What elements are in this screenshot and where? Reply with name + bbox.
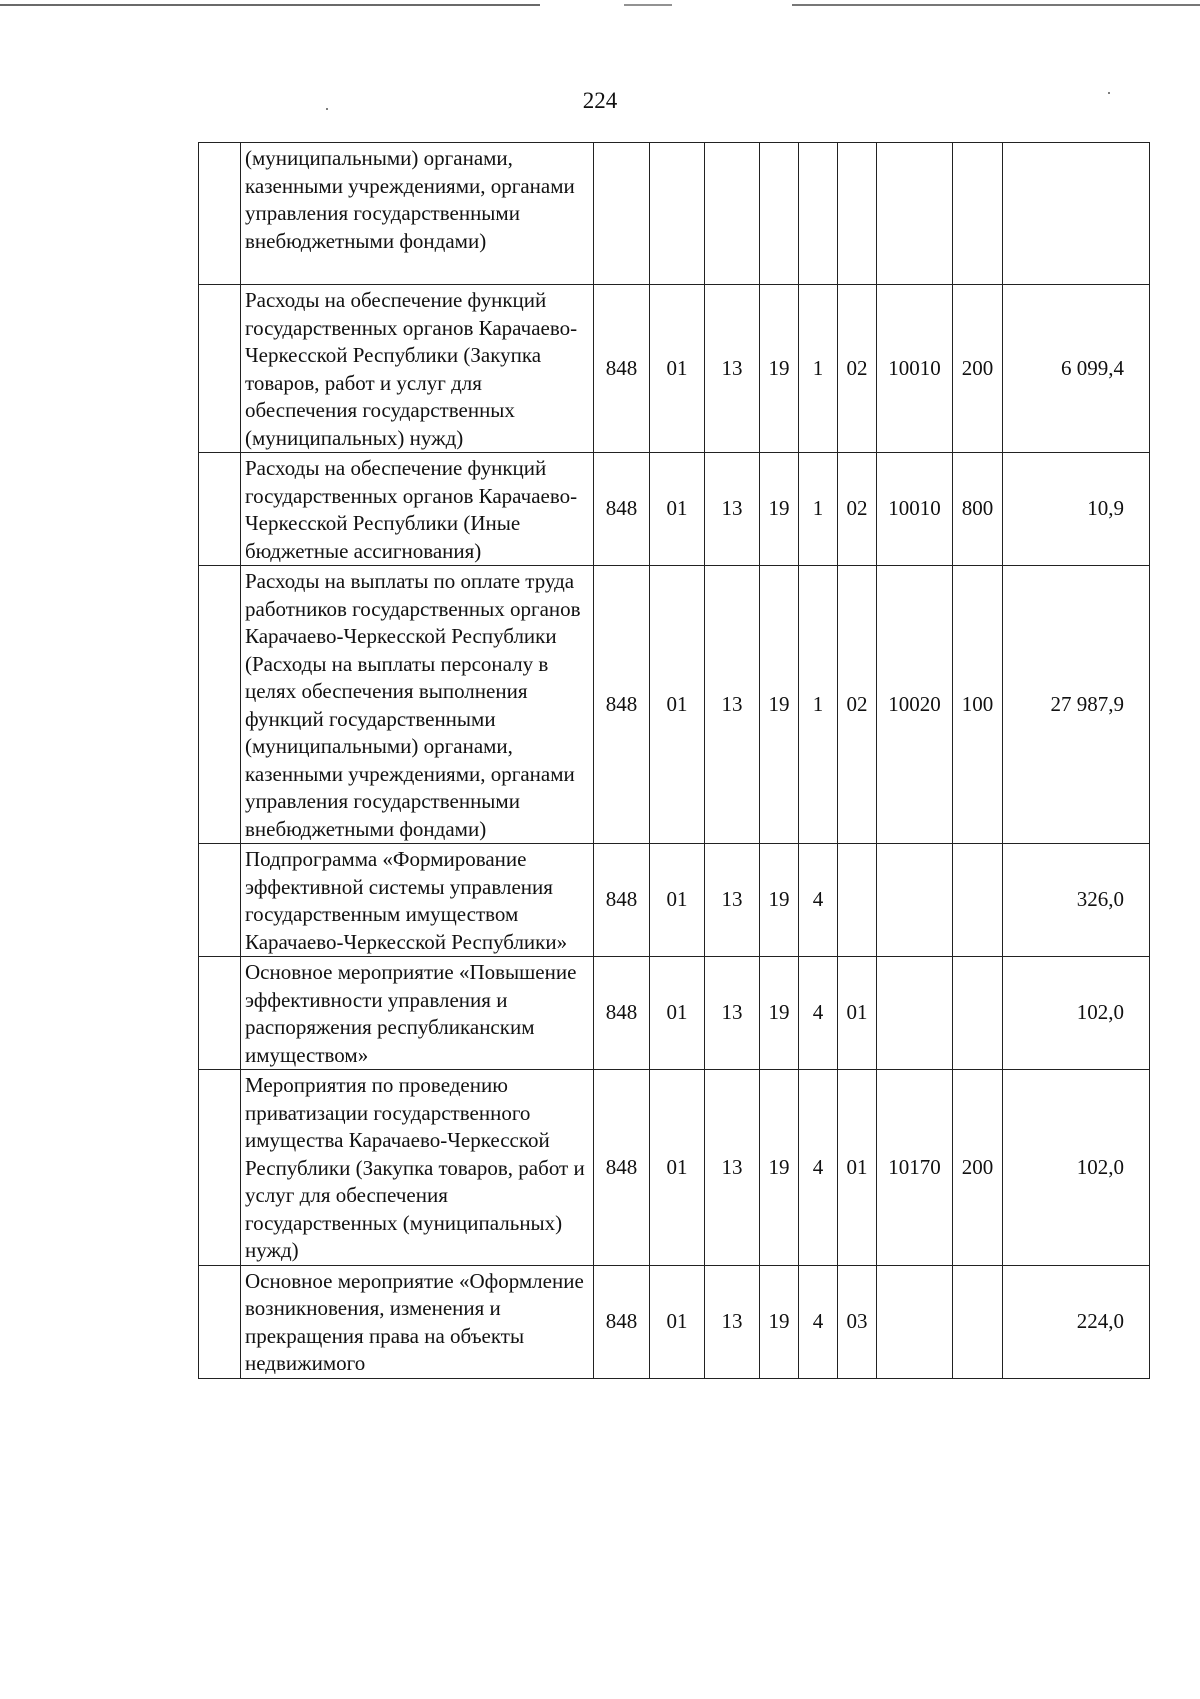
table-row — [199, 143, 1150, 285]
cell-expense-type: 200 — [953, 1070, 1003, 1266]
cell-section: 01 — [650, 1070, 705, 1266]
table-row — [199, 844, 1150, 957]
cell-subsection: 13 — [705, 1265, 760, 1378]
table-row — [199, 957, 1150, 1070]
cell-subsection: 13 — [705, 453, 760, 566]
cell-subprogram: 4 — [799, 957, 838, 1070]
cell-subsection — [705, 143, 760, 285]
cell-amount: 102,0 — [1003, 957, 1150, 1070]
cell-expense-type — [953, 957, 1003, 1070]
cell-subsection: 13 — [705, 566, 760, 844]
cell-expense-type: 100 — [953, 566, 1003, 844]
cell-amount: 27 987,9 — [1003, 566, 1150, 844]
cell-blank — [199, 143, 241, 285]
row-description: (муниципальными) органами, казенными учреждениями, органами управления государственными внебюджетными фондами) — [241, 143, 594, 285]
cell-direction — [877, 143, 953, 285]
scan-speck — [1108, 92, 1110, 94]
cell-ministry-code: 848 — [594, 285, 650, 453]
cell-amount: 326,0 — [1003, 844, 1150, 957]
cell-ministry-code: 848 — [594, 566, 650, 844]
cell-ministry-code — [594, 143, 650, 285]
cell-expense-type — [953, 1265, 1003, 1378]
cell-section: 01 — [650, 844, 705, 957]
cell-program — [760, 143, 799, 285]
cell-amount: 10,9 — [1003, 453, 1150, 566]
cell-expense-type: 800 — [953, 453, 1003, 566]
cell-section: 01 — [650, 285, 705, 453]
cell-ministry-code: 848 — [594, 957, 650, 1070]
cell-blank — [199, 566, 241, 844]
cell-amount: 224,0 — [1003, 1265, 1150, 1378]
cell-expense-type — [953, 143, 1003, 285]
cell-subprogram: 4 — [799, 1070, 838, 1266]
cell-blank — [199, 285, 241, 453]
table-row — [199, 1265, 1150, 1378]
cell-section: 01 — [650, 566, 705, 844]
cell-event: 02 — [838, 453, 877, 566]
cell-section: 01 — [650, 957, 705, 1070]
cell-subsection: 13 — [705, 844, 760, 957]
cell-program: 19 — [760, 453, 799, 566]
cell-program: 19 — [760, 1265, 799, 1378]
cell-amount: 6 099,4 — [1003, 285, 1150, 453]
table-row — [199, 285, 1150, 453]
cell-program: 19 — [760, 844, 799, 957]
cell-event — [838, 143, 877, 285]
row-description: Мероприятия по проведению приватизации государственного имущества Карачаево-Черкесской Республики (Закупка товаров, работ и услуг для обеспечения государственных (муниципальных) нужд) — [241, 1070, 594, 1266]
cell-program: 19 — [760, 285, 799, 453]
cell-amount — [1003, 143, 1150, 285]
cell-subprogram: 1 — [799, 566, 838, 844]
page-number: 224 — [582, 88, 618, 113]
cell-event: 02 — [838, 285, 877, 453]
cell-expense-type: 200 — [953, 285, 1003, 453]
cell-direction: 10020 — [877, 566, 953, 844]
table-row — [199, 1070, 1150, 1266]
table-row — [199, 566, 1150, 844]
row-description: Подпрограмма «Формирование эффективной системы управления государственным имуществом Карачаево-Черкесской Республики» — [241, 844, 594, 957]
cell-ministry-code: 848 — [594, 844, 650, 957]
scan-edge-line — [0, 4, 1200, 6]
cell-blank — [199, 1265, 241, 1378]
cell-subprogram: 1 — [799, 453, 838, 566]
cell-blank — [199, 844, 241, 957]
scan-speck — [326, 108, 328, 110]
cell-subsection: 13 — [705, 285, 760, 453]
cell-ministry-code: 848 — [594, 453, 650, 566]
cell-direction: 10010 — [877, 453, 953, 566]
row-description: Основное мероприятие «Оформление возникновения, изменения и прекращения права на объекты недвижимого — [241, 1265, 594, 1378]
cell-ministry-code: 848 — [594, 1265, 650, 1378]
cell-blank — [199, 1070, 241, 1266]
cell-direction: 10170 — [877, 1070, 953, 1266]
cell-event: 01 — [838, 1070, 877, 1266]
row-description: Расходы на обеспечение функций государственных органов Карачаево-Черкесской Республики (Закупка товаров, работ и услуг для обеспечения государственных (муниципальных) нужд) — [241, 285, 594, 453]
budget-table — [198, 142, 1150, 1379]
cell-section: 01 — [650, 453, 705, 566]
cell-event: 03 — [838, 1265, 877, 1378]
cell-ministry-code: 848 — [594, 1070, 650, 1266]
cell-event: 02 — [838, 566, 877, 844]
cell-subprogram: 1 — [799, 285, 838, 453]
cell-subsection: 13 — [705, 957, 760, 1070]
cell-direction — [877, 957, 953, 1070]
cell-section — [650, 143, 705, 285]
cell-blank — [199, 957, 241, 1070]
cell-program: 19 — [760, 1070, 799, 1266]
cell-direction — [877, 844, 953, 957]
table-row — [199, 453, 1150, 566]
cell-event — [838, 844, 877, 957]
cell-event: 01 — [838, 957, 877, 1070]
cell-direction — [877, 1265, 953, 1378]
cell-blank — [199, 453, 241, 566]
cell-amount: 102,0 — [1003, 1070, 1150, 1266]
cell-program: 19 — [760, 957, 799, 1070]
row-description: Основное мероприятие «Повышение эффективности управления и распоряжения республиканским имуществом» — [241, 957, 594, 1070]
cell-direction: 10010 — [877, 285, 953, 453]
cell-subsection: 13 — [705, 1070, 760, 1266]
cell-subprogram: 4 — [799, 1265, 838, 1378]
cell-expense-type — [953, 844, 1003, 957]
row-description: Расходы на обеспечение функций государственных органов Карачаево-Черкесской Республики (Иные бюджетные ассигнования) — [241, 453, 594, 566]
cell-subprogram: 4 — [799, 844, 838, 957]
row-description: Расходы на выплаты по оплате труда работников государственных органов Карачаево-Черкесской Республики (Расходы на выплаты персоналу в целях обеспечения выполнения функций государственными (муниципальными) органами, казенными учреждениями, органами управления государственными внебюджетными фондами) — [241, 566, 594, 844]
cell-subprogram — [799, 143, 838, 285]
cell-section: 01 — [650, 1265, 705, 1378]
cell-program: 19 — [760, 566, 799, 844]
